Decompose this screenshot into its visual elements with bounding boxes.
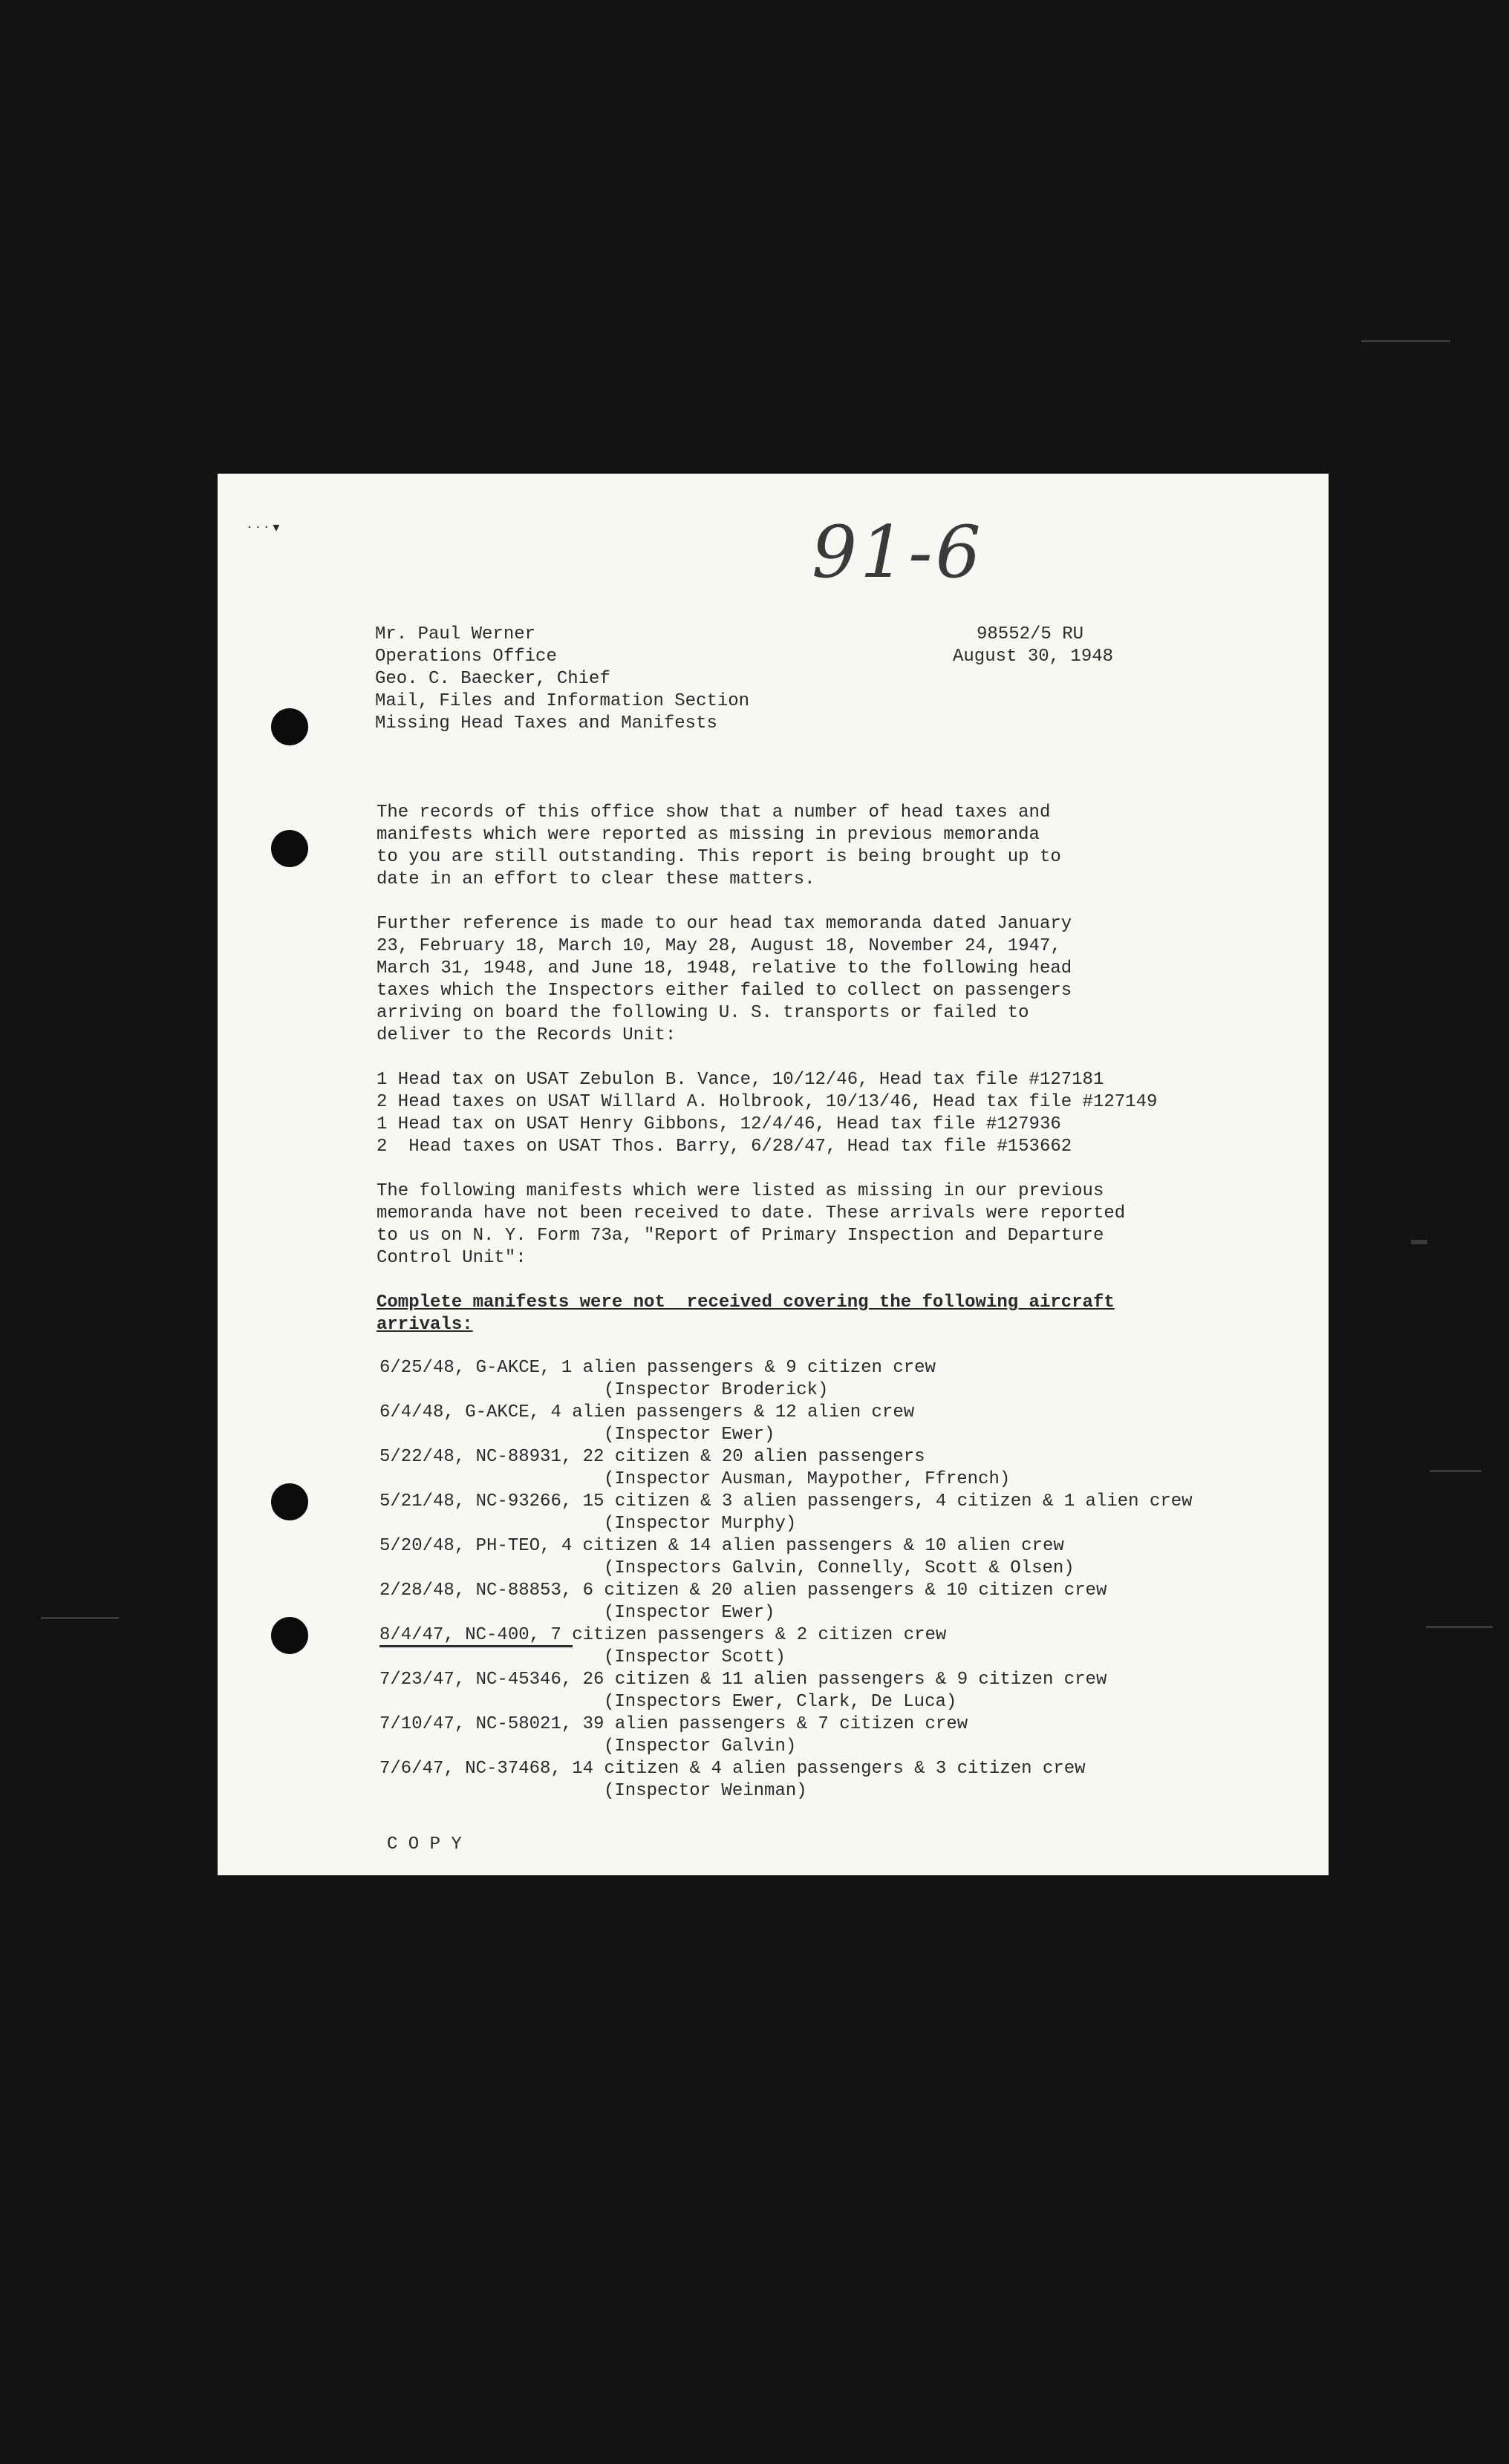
arrival-inspector: (Inspector Weinman) bbox=[604, 1781, 807, 1801]
address-line: Geo. C. Baecker, Chief bbox=[375, 669, 610, 689]
text-line: Further reference is made to our head tax memoranda dated January bbox=[377, 914, 1072, 934]
arrival-entry: 5/20/48, PH-TEO, 4 citizen & 14 alien passengers & 10 alien crew bbox=[379, 1536, 1064, 1556]
head-tax-item: 1 Head tax on USAT Henry Gibbons, 12/4/46, Head tax file #127936 bbox=[377, 1114, 1061, 1134]
text-line: Control Unit": bbox=[377, 1248, 527, 1268]
punch-hole bbox=[271, 708, 308, 745]
arrival-entry: 6/4/48, G-AKCE, 4 alien passengers & 12 alien crew bbox=[379, 1402, 915, 1422]
text-line: arriving on board the following U. S. transports or failed to bbox=[377, 1003, 1029, 1023]
arrival-entry: 7/23/47, NC-45346, 26 citizen & 11 alien passengers & 9 citizen crew bbox=[379, 1670, 1107, 1690]
address-line: Missing Head Taxes and Manifests bbox=[375, 713, 717, 733]
arrival-entry: 5/21/48, NC-93266, 15 citizen & 3 alien passengers, 4 citizen & 1 alien crew bbox=[379, 1491, 1193, 1512]
text-line: manifests which were reported as missing in previous memoranda bbox=[377, 825, 1040, 845]
document-page bbox=[218, 474, 1329, 1875]
arrival-entry: 7/6/47, NC-37468, 14 citizen & 4 alien passengers & 3 citizen crew bbox=[379, 1759, 1086, 1779]
arrival-entry: 2/28/48, NC-88853, 6 citizen & 20 alien passengers & 10 citizen crew bbox=[379, 1581, 1107, 1601]
arrival-inspector: (Inspector Scott) bbox=[604, 1647, 786, 1667]
text-line: 23, February 18, March 10, May 28, August 18, November 24, 1947, bbox=[377, 936, 1061, 956]
memo-date: August 30, 1948 bbox=[953, 647, 1114, 667]
arrival-inspector: (Inspector Ewer) bbox=[604, 1603, 775, 1623]
address-line: Mr. Paul Werner bbox=[375, 624, 536, 644]
text-line: memoranda have not been received to date. These arrivals were reported bbox=[377, 1203, 1126, 1223]
arrival-inspector: (Inspector Broderick) bbox=[604, 1380, 829, 1400]
punch-hole bbox=[271, 1483, 308, 1520]
film-speck bbox=[1411, 1240, 1427, 1244]
film-speck bbox=[1361, 340, 1450, 342]
file-reference: 98552/5 RU bbox=[977, 624, 1084, 644]
heading-line: Complete manifests were not received covering the following aircraft bbox=[377, 1293, 1115, 1313]
text-line: to you are still outstanding. This report is being brought up to bbox=[377, 847, 1061, 867]
address-line: Mail, Files and Information Section bbox=[375, 691, 750, 711]
arrival-inspector: (Inspector Murphy) bbox=[604, 1514, 797, 1534]
arrival-inspector: (Inspectors Ewer, Clark, De Luca) bbox=[604, 1692, 957, 1712]
head-tax-item: 2 Head taxes on USAT Thos. Barry, 6/28/47, Head tax file #153662 bbox=[377, 1137, 1072, 1157]
arrival-inspector: (Inspector Ewer) bbox=[604, 1425, 775, 1445]
film-speck bbox=[41, 1617, 119, 1619]
handwritten-file-number: 91-6 bbox=[812, 511, 984, 594]
text-line: deliver to the Records Unit: bbox=[377, 1025, 677, 1045]
punch-hole bbox=[271, 1617, 308, 1654]
arrival-entry: 6/25/48, G-AKCE, 1 alien passengers & 9 citizen crew bbox=[379, 1358, 936, 1378]
copy-stamp: C O P Y bbox=[387, 1834, 462, 1854]
arrival-entry: 8/4/47, NC-400, 7 citizen passengers & 2 citizen crew bbox=[379, 1625, 947, 1645]
heading-line: arrivals: bbox=[377, 1315, 473, 1335]
text-line: date in an effort to clear these matters. bbox=[377, 869, 815, 889]
text-line: The following manifests which were listed as missing in our previous bbox=[377, 1181, 1104, 1201]
hand-underline bbox=[379, 1645, 573, 1647]
text-line: March 31, 1948, and June 18, 1948, relative to the following head bbox=[377, 958, 1072, 978]
arrival-inspector: (Inspector Galvin) bbox=[604, 1736, 797, 1757]
corner-marks: · · · ▾ bbox=[247, 520, 280, 535]
head-tax-item: 1 Head tax on USAT Zebulon B. Vance, 10/12/46, Head tax file #127181 bbox=[377, 1070, 1104, 1090]
film-speck bbox=[1426, 1626, 1493, 1628]
punch-hole bbox=[271, 830, 308, 867]
text-line: to us on N. Y. Form 73a, "Report of Primary Inspection and Departure bbox=[377, 1226, 1104, 1246]
text-line: taxes which the Inspectors either failed to collect on passengers bbox=[377, 981, 1072, 1001]
arrival-entry: 5/22/48, NC-88931, 22 citizen & 20 alien passengers bbox=[379, 1447, 925, 1467]
text-line: The records of this office show that a number of head taxes and bbox=[377, 803, 1051, 823]
address-line: Operations Office bbox=[375, 647, 557, 667]
arrival-inspector: (Inspector Ausman, Maypother, Ffrench) bbox=[604, 1469, 1011, 1489]
arrival-entry: 7/10/47, NC-58021, 39 alien passengers & 7 citizen crew bbox=[379, 1714, 968, 1734]
film-speck bbox=[1430, 1470, 1482, 1472]
head-tax-item: 2 Head taxes on USAT Willard A. Holbrook, 10/13/46, Head tax file #127149 bbox=[377, 1092, 1158, 1112]
arrival-inspector: (Inspectors Galvin, Connelly, Scott & Olsen) bbox=[604, 1558, 1075, 1578]
